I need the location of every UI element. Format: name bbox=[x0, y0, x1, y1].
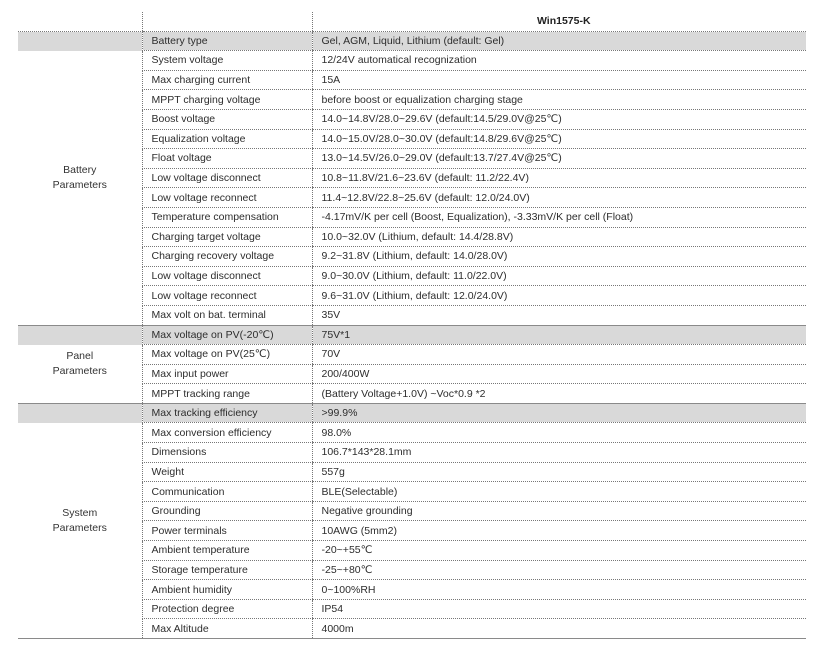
param-name: Storage temperature bbox=[142, 560, 312, 580]
param-value: >99.9% bbox=[312, 403, 806, 423]
group-label bbox=[18, 403, 142, 638]
param-name: Ambient temperature bbox=[142, 541, 312, 561]
param-name: Low voltage reconnect bbox=[142, 188, 312, 208]
param-value: 4000m bbox=[312, 619, 806, 639]
param-value: -25~+80℃ bbox=[312, 560, 806, 580]
param-name: Battery type bbox=[142, 31, 312, 51]
param-name: Float voltage bbox=[142, 149, 312, 169]
param-value: Negative grounding bbox=[312, 501, 806, 521]
group-label-text: Battery Parameters bbox=[52, 164, 107, 192]
param-name: Max tracking efficiency bbox=[142, 403, 312, 423]
param-value: 9.6~31.0V (Lithium, default: 12.0/24.0V) bbox=[312, 286, 806, 306]
param-value: 14.0~15.0V/28.0~30.0V (default:14.8/29.6V@25℃) bbox=[312, 129, 806, 149]
param-value: BLE(Selectable) bbox=[312, 482, 806, 502]
header-blank-param bbox=[142, 12, 312, 31]
param-name: Grounding bbox=[142, 501, 312, 521]
param-name: Weight bbox=[142, 462, 312, 482]
param-name: Low voltage disconnect bbox=[142, 168, 312, 188]
param-name: Boost voltage bbox=[142, 109, 312, 129]
param-value: 75V*1 bbox=[312, 325, 806, 345]
group-label-text: System Parameters bbox=[52, 506, 107, 534]
group-label bbox=[18, 31, 142, 325]
group-label-text: Panel Parameters bbox=[52, 350, 107, 378]
param-value: 10.0~32.0V (Lithium, default: 14.4/28.8V) bbox=[312, 227, 806, 247]
param-name: Temperature compensation bbox=[142, 207, 312, 227]
param-value: before boost or equalization charging stage bbox=[312, 90, 806, 110]
param-name: Max voltage on PV(-20℃) bbox=[142, 325, 312, 345]
spec-row bbox=[18, 325, 806, 345]
param-value: 10AWG (5mm2) bbox=[312, 521, 806, 541]
param-value: (Battery Voltage+1.0V) ~Voc*0.9 *2 bbox=[312, 384, 806, 404]
model-name: Win1575-K bbox=[312, 12, 806, 31]
param-value: 200/400W bbox=[312, 364, 806, 384]
spec-row bbox=[18, 31, 806, 51]
param-name: System voltage bbox=[142, 51, 312, 71]
param-name: Max conversion efficiency bbox=[142, 423, 312, 443]
param-value: 557g bbox=[312, 462, 806, 482]
param-value: -4.17mV/K per cell (Boost, Equalization), -3.33mV/K per cell (Float) bbox=[312, 207, 806, 227]
param-name: MPPT charging voltage bbox=[142, 90, 312, 110]
group-label bbox=[18, 325, 142, 403]
param-value: -20~+55℃ bbox=[312, 541, 806, 561]
param-name: Communication bbox=[142, 482, 312, 502]
spec-row bbox=[18, 403, 806, 423]
param-value: 10.8~11.8V/21.6~23.6V (default: 11.2/22.4V) bbox=[312, 168, 806, 188]
param-value: 9.0~30.0V (Lithium, default: 11.0/22.0V) bbox=[312, 266, 806, 286]
param-value: 13.0~14.5V/26.0~29.0V (default:13.7/27.4V@25℃) bbox=[312, 149, 806, 169]
param-name: Max voltage on PV(25℃) bbox=[142, 345, 312, 365]
param-name: Low voltage disconnect bbox=[142, 266, 312, 286]
param-name: Max Altitude bbox=[142, 619, 312, 639]
param-value: IP54 bbox=[312, 599, 806, 619]
specifications-table bbox=[18, 12, 806, 639]
param-value: Gel, AGM, Liquid, Lithium (default: Gel) bbox=[312, 31, 806, 51]
param-name: Charging target voltage bbox=[142, 227, 312, 247]
param-name: Charging recovery voltage bbox=[142, 247, 312, 267]
param-value: 35V bbox=[312, 305, 806, 325]
header-blank-group bbox=[18, 12, 142, 31]
param-name: Power terminals bbox=[142, 521, 312, 541]
param-value: 98.0% bbox=[312, 423, 806, 443]
param-name: MPPT tracking range bbox=[142, 384, 312, 404]
param-name: Ambient humidity bbox=[142, 580, 312, 600]
param-name: Max input power bbox=[142, 364, 312, 384]
param-name: Equalization voltage bbox=[142, 129, 312, 149]
param-value: 15A bbox=[312, 70, 806, 90]
param-value: 11.4~12.8V/22.8~25.6V (default: 12.0/24.0V) bbox=[312, 188, 806, 208]
param-name: Max volt on bat. terminal bbox=[142, 305, 312, 325]
table-header-row bbox=[18, 12, 806, 31]
param-value: 70V bbox=[312, 345, 806, 365]
param-value: 9.2~31.8V (Lithium, default: 14.0/28.0V) bbox=[312, 247, 806, 267]
param-name: Dimensions bbox=[142, 443, 312, 463]
param-name: Protection degree bbox=[142, 599, 312, 619]
param-value: 106.7*143*28.1mm bbox=[312, 443, 806, 463]
param-value: 0~100%RH bbox=[312, 580, 806, 600]
param-name: Max charging current bbox=[142, 70, 312, 90]
param-value: 12/24V automatical recognization bbox=[312, 51, 806, 71]
param-value: 14.0~14.8V/28.0~29.6V (default:14.5/29.0V@25℃) bbox=[312, 109, 806, 129]
param-name: Low voltage reconnect bbox=[142, 286, 312, 306]
